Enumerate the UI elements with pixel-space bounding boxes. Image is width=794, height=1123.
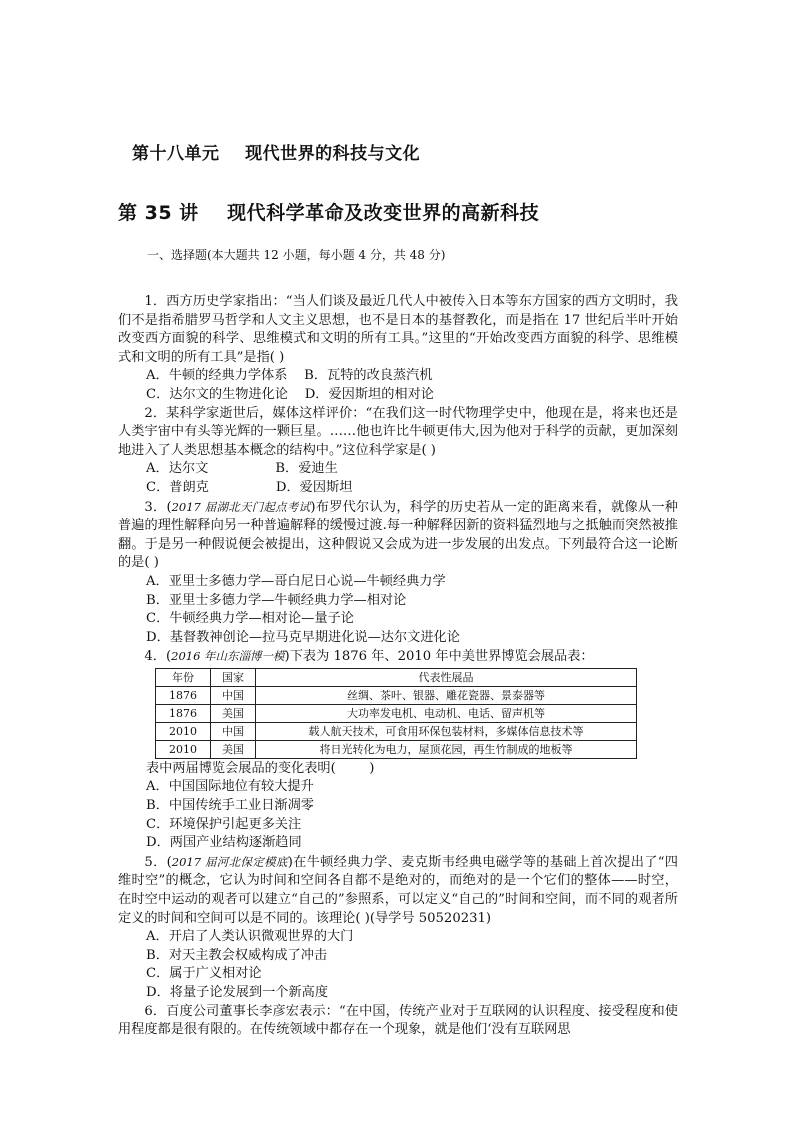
question-1-option-row: C．达尔文的生物进化论 D．爱因斯坦的相对论: [146, 386, 434, 402]
unit-title: 第十八单元 现代世界的科技与文化: [132, 144, 421, 164]
question-5-option: B．对天主教会权威构成了冲击: [146, 947, 328, 963]
table-row: [156, 686, 637, 704]
table-cell: 2010: [156, 740, 211, 758]
table-header-cell: 代表性展品: [256, 668, 637, 686]
table-cell: 载人航天技术，可食用环保包装材料，多媒体信息技术等: [256, 722, 637, 740]
table-header-cell: 年份: [156, 668, 211, 686]
table-cell: 1876: [156, 686, 211, 704]
question-4-option: C．环境保护引起更多关注: [146, 816, 302, 832]
table-header-cell: 国家: [211, 668, 256, 686]
question-5-option: D．将量子论发展到一个新高度: [146, 985, 329, 1000]
table-cell: 2010: [156, 722, 211, 740]
expo-table: [155, 668, 637, 759]
question-3-stem: [118, 498, 678, 573]
table-cell: 美国: [211, 740, 256, 758]
question-5-option: C．属于广义相对论: [146, 966, 262, 982]
question-4-followup: 表中两届博览会展品的变化表明( ): [146, 760, 375, 776]
question-2-option-row: A．达尔文 B．爱迪生: [146, 461, 338, 477]
question-3-text: )布罗代尔认为，科学的历史若从一定的距离来看，就像从一种普遍的理性解释向另一种普遍解释的缓慢过渡.每一种解释因新的资料猛烈地与之抵触而突然被推翻。于是另一种假说便会被提出，这种假说又会成为进一步发展的出发点。下列最符合这一论断的是( ): [118, 499, 678, 571]
section-heading: 一、选择题(本大题共 12 小题，每小题 4 分，共 48 分): [147, 248, 446, 262]
question-3-option: A．亚里士多德力学—哥白尼日心说—牛顿经典力学: [146, 573, 446, 589]
table-cell: 中国: [211, 686, 256, 704]
lesson-title: 第 35 讲 现代科学革命及改变世界的高新科技: [118, 202, 540, 224]
table-cell: 中国: [211, 722, 256, 740]
question-1-option-row: A．牛顿的经典力学体系 B．瓦特的改良蒸汽机: [146, 368, 433, 384]
question-4-option: D．两国产业结构逐渐趋同: [146, 835, 302, 851]
question-4-text: )下表为 1876 年、2010 年中美世界博览会展品表：: [284, 649, 594, 665]
question-body: [118, 293, 678, 1040]
question-5-stem: [118, 853, 678, 928]
table-cell: 将日光转化为电力，屋顶花园，再生竹制成的地板等: [256, 740, 637, 758]
question-3-option: C．牛顿经典力学—相对论—量子论: [146, 611, 354, 627]
question-2-stem: 2．某科学家逝世后，媒体这样评价：“在我们这一时代物理学史中，他现在是，将来也还是人类宇宙中有头等光辉的一颗巨星。……他也许比牛顿更伟大,因为他对于科学的贡献，更加深刻地进入了人类思想基本概念的结构中。”这位科学家是( ): [118, 405, 678, 458]
question-4-source: 2016 年山东淄博一模: [171, 649, 285, 664]
table-cell: 美国: [211, 704, 256, 722]
question-5-option: A．开启了人类认识微观世界的大门: [146, 929, 354, 945]
question-4-stem: [118, 647, 678, 667]
question-3-option: B．亚里士多德力学—牛顿经典力学—相对论: [146, 592, 407, 608]
question-3-option: D．基督教神创论—拉马克早期进化说—达尔文进化论: [146, 629, 460, 645]
question-5-source: 2017 届河北保定模底: [171, 854, 288, 869]
table-cell: 大功率发电机、电动机、电话、留声机等: [256, 704, 637, 722]
question-5-number: 5．(: [144, 854, 172, 870]
table-cell: 1876: [156, 704, 211, 722]
question-2-option-row: C．普朗克 D．爱因斯坦: [146, 479, 353, 495]
table-header-row: [156, 668, 637, 686]
question-5-text: )在牛顿经典力学、麦克斯韦经典电磁学等的基础上首次提出了“四维时空”的概念，它认为时间和空间各自都不是绝对的，而绝对的是一个它们的整体——时空，在时空中运动的观者可以建立“自己的”参照系，可以定义“自己的”时间和空间，而不同的观者所定义的时间和空间可以是不同的。该理论( )(导学号 50520231): [118, 854, 678, 926]
question-1-stem: 1．西方历史学家指出：“当人们谈及最近几代人中被传入日本等东方国家的西方文明时，我们不是指希腊罗马哲学和人文主义思想，也不是日本的基督教化，而是指在 17 世纪后半叶开始改变西方面貌的科学、思维模式和文明的所有工具。”这里的“开始改变西方面貌的科学、思维模式和文明的所有工具”是指( ): [118, 294, 678, 365]
table-row: [156, 704, 637, 722]
table-row: [156, 740, 637, 758]
question-3-source: 2017 届湖北天门起点考试: [171, 499, 311, 514]
table-cell: 丝绸、茶叶、银器、雕花瓷器、景泰器等: [256, 686, 637, 704]
question-4-number: 4．(: [144, 649, 172, 665]
question-6-stem: 6．百度公司董事长李彦宏表示：“在中国，传统产业对于互联网的认识程度、接受程度和使用程度都是很有限的。在传统领域中都存在一个现象，就是他们‘没有互联网思: [118, 1003, 678, 1038]
question-4-option: A．中国国际地位有较大提升: [146, 779, 314, 795]
question-3-number: 3．(: [144, 499, 172, 515]
table-row: [156, 722, 637, 740]
question-4-option: B．中国传统手工业日渐凋零: [146, 798, 314, 814]
